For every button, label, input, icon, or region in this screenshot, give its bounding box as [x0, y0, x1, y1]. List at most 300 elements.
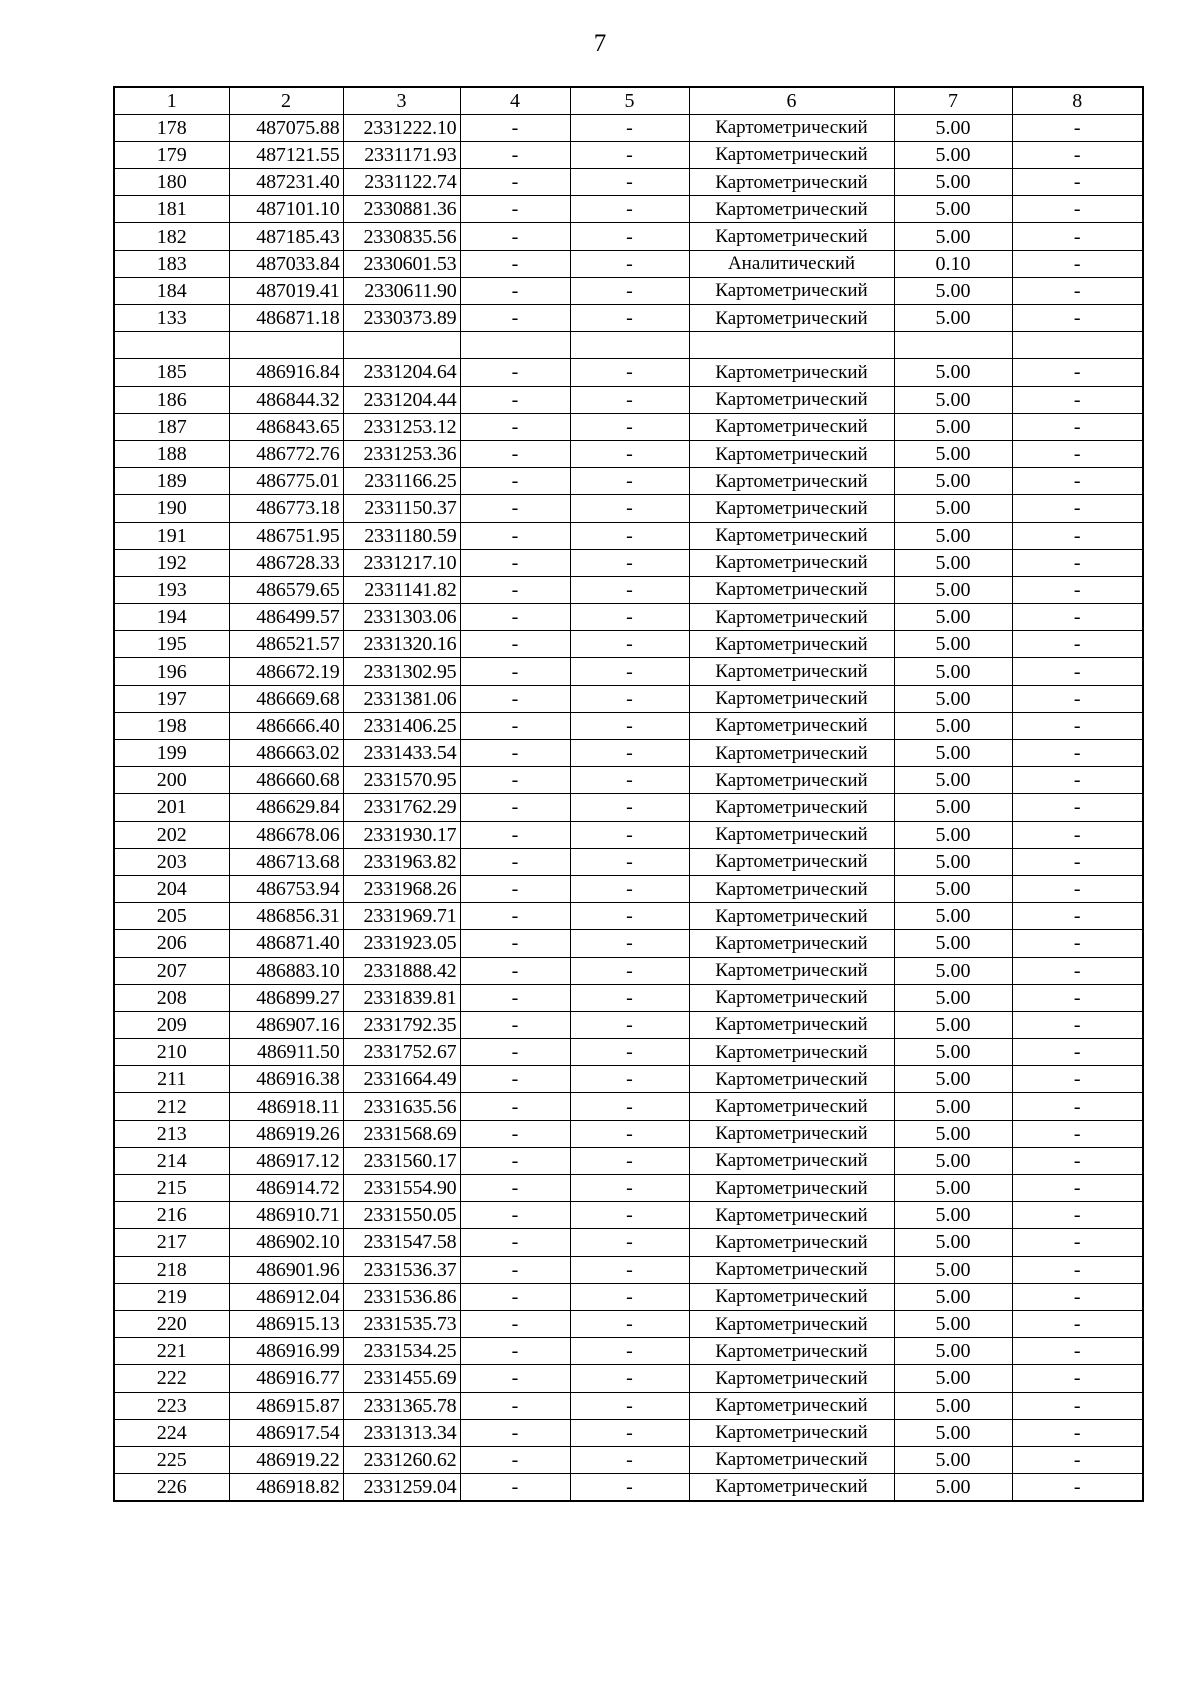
x-coordinate-cell: 486772.76: [229, 440, 343, 467]
method-cell: Картометрический: [689, 1175, 894, 1202]
method-cell: Картометрический: [689, 305, 894, 332]
column-header-1: 1: [114, 87, 229, 114]
col-4-cell: -: [460, 604, 570, 631]
coordinates-table: [113, 86, 1144, 1502]
y-coordinate-cell: 2331536.37: [343, 1256, 460, 1283]
x-coordinate-cell: 486911.50: [229, 1039, 343, 1066]
table-row: [114, 794, 1143, 821]
point-number-cell: 216: [114, 1202, 229, 1229]
accuracy-cell: 5.00: [894, 1338, 1012, 1365]
accuracy-cell: 5.00: [894, 821, 1012, 848]
x-coordinate-cell: 486918.82: [229, 1474, 343, 1501]
y-coordinate-cell: 2331313.34: [343, 1419, 460, 1446]
point-number-cell: 225: [114, 1446, 229, 1473]
accuracy-cell: 5.00: [894, 903, 1012, 930]
table-row: [114, 658, 1143, 685]
accuracy-cell: 5.00: [894, 740, 1012, 767]
accuracy-cell: 5.00: [894, 1229, 1012, 1256]
accuracy-cell: 5.00: [894, 196, 1012, 223]
accuracy-cell: 5.00: [894, 1202, 1012, 1229]
y-coordinate-cell: 2331222.10: [343, 114, 460, 141]
col-4-cell: -: [460, 1039, 570, 1066]
accuracy-cell: 5.00: [894, 1392, 1012, 1419]
x-coordinate-cell: 486775.01: [229, 468, 343, 495]
col-5-cell: -: [570, 1175, 689, 1202]
col-4-cell: -: [460, 685, 570, 712]
col-4-cell: -: [460, 1120, 570, 1147]
accuracy-cell: 5.00: [894, 223, 1012, 250]
col-4-cell: -: [460, 903, 570, 930]
x-coordinate-cell: 486660.68: [229, 767, 343, 794]
col-5-cell: -: [570, 413, 689, 440]
x-coordinate-cell: 486910.71: [229, 1202, 343, 1229]
y-coordinate-cell: 2331204.44: [343, 386, 460, 413]
y-coordinate-cell: 2331968.26: [343, 875, 460, 902]
y-coordinate-cell: 2331839.81: [343, 984, 460, 1011]
col-4-cell: -: [460, 1310, 570, 1337]
col-8-cell: [1012, 332, 1143, 359]
method-cell: Картометрический: [689, 1474, 894, 1501]
y-coordinate-cell: 2331963.82: [343, 848, 460, 875]
col-5-cell: -: [570, 141, 689, 168]
accuracy-cell: 5.00: [894, 359, 1012, 386]
method-cell: Картометрический: [689, 1365, 894, 1392]
method-cell: Картометрический: [689, 196, 894, 223]
y-coordinate-cell: 2331664.49: [343, 1066, 460, 1093]
table-row: [114, 712, 1143, 739]
point-number-cell: 187: [114, 413, 229, 440]
method-cell: Картометрический: [689, 223, 894, 250]
point-number-cell: 181: [114, 196, 229, 223]
col-4-cell: -: [460, 1283, 570, 1310]
table-row: [114, 875, 1143, 902]
point-number-cell: 206: [114, 930, 229, 957]
col-4-cell: -: [460, 875, 570, 902]
y-coordinate-cell: 2331554.90: [343, 1175, 460, 1202]
col-8-cell: -: [1012, 1338, 1143, 1365]
point-number-cell: 179: [114, 141, 229, 168]
col-8-cell: -: [1012, 305, 1143, 332]
col-8-cell: -: [1012, 848, 1143, 875]
y-coordinate-cell: 2330835.56: [343, 223, 460, 250]
x-coordinate-cell: [229, 332, 343, 359]
col-8-cell: -: [1012, 794, 1143, 821]
accuracy-cell: 5.00: [894, 1256, 1012, 1283]
y-coordinate-cell: 2331433.54: [343, 740, 460, 767]
x-coordinate-cell: 486856.31: [229, 903, 343, 930]
table-row: [114, 821, 1143, 848]
table-row: [114, 277, 1143, 304]
table-row: [114, 1202, 1143, 1229]
col-8-cell: -: [1012, 250, 1143, 277]
x-coordinate-cell: 486915.13: [229, 1310, 343, 1337]
col-5-cell: -: [570, 440, 689, 467]
method-cell: Картометрический: [689, 522, 894, 549]
col-4-cell: -: [460, 1256, 570, 1283]
col-5-cell: -: [570, 658, 689, 685]
x-coordinate-cell: 486672.19: [229, 658, 343, 685]
col-4-cell: -: [460, 1229, 570, 1256]
table-row: [114, 1066, 1143, 1093]
x-coordinate-cell: 487033.84: [229, 250, 343, 277]
x-coordinate-cell: 486919.26: [229, 1120, 343, 1147]
y-coordinate-cell: 2331570.95: [343, 767, 460, 794]
method-cell: Картометрический: [689, 141, 894, 168]
col-5-cell: -: [570, 984, 689, 1011]
table-row: [114, 440, 1143, 467]
y-coordinate-cell: 2331969.71: [343, 903, 460, 930]
table-row: [114, 1446, 1143, 1473]
accuracy-cell: 5.00: [894, 440, 1012, 467]
table-row: [114, 685, 1143, 712]
method-cell: Картометрический: [689, 277, 894, 304]
method-cell: Картометрический: [689, 1419, 894, 1446]
y-coordinate-cell: 2330373.89: [343, 305, 460, 332]
col-5-cell: -: [570, 359, 689, 386]
table-row: [114, 1256, 1143, 1283]
col-5-cell: -: [570, 631, 689, 658]
y-coordinate-cell: 2331381.06: [343, 685, 460, 712]
accuracy-cell: 5.00: [894, 1011, 1012, 1038]
table-row: [114, 604, 1143, 631]
col-5-cell: -: [570, 1419, 689, 1446]
point-number-cell: 201: [114, 794, 229, 821]
col-4-cell: -: [460, 495, 570, 522]
x-coordinate-cell: 486629.84: [229, 794, 343, 821]
point-number-cell: 199: [114, 740, 229, 767]
y-coordinate-cell: 2331303.06: [343, 604, 460, 631]
col-4-cell: -: [460, 359, 570, 386]
col-4-cell: -: [460, 386, 570, 413]
y-coordinate-cell: 2331253.36: [343, 440, 460, 467]
y-coordinate-cell: 2331320.16: [343, 631, 460, 658]
col-8-cell: -: [1012, 821, 1143, 848]
col-5-cell: -: [570, 1283, 689, 1310]
x-coordinate-cell: 486753.94: [229, 875, 343, 902]
column-header-2: 2: [229, 87, 343, 114]
col-8-cell: -: [1012, 957, 1143, 984]
point-number-cell: 193: [114, 576, 229, 603]
method-cell: Картометрический: [689, 1093, 894, 1120]
table-row: [114, 468, 1143, 495]
x-coordinate-cell: 486678.06: [229, 821, 343, 848]
column-header-4: 4: [460, 87, 570, 114]
method-cell: Картометрический: [689, 359, 894, 386]
col-5-cell: -: [570, 1093, 689, 1120]
table-row: [114, 903, 1143, 930]
method-cell: Картометрический: [689, 848, 894, 875]
col-5-cell: -: [570, 114, 689, 141]
col-5-cell: [570, 332, 689, 359]
accuracy-cell: 5.00: [894, 1419, 1012, 1446]
point-number-cell: 211: [114, 1066, 229, 1093]
accuracy-cell: 5.00: [894, 794, 1012, 821]
point-number-cell: 220: [114, 1310, 229, 1337]
col-8-cell: -: [1012, 1229, 1143, 1256]
accuracy-cell: 5.00: [894, 767, 1012, 794]
col-5-cell: -: [570, 223, 689, 250]
x-coordinate-cell: 486916.99: [229, 1338, 343, 1365]
accuracy-cell: 5.00: [894, 1310, 1012, 1337]
y-coordinate-cell: 2331792.35: [343, 1011, 460, 1038]
point-number-cell: 190: [114, 495, 229, 522]
table-row: [114, 1365, 1143, 1392]
x-coordinate-cell: 486916.38: [229, 1066, 343, 1093]
table-row: [114, 169, 1143, 196]
x-coordinate-cell: 487121.55: [229, 141, 343, 168]
accuracy-cell: 5.00: [894, 386, 1012, 413]
accuracy-cell: 5.00: [894, 1365, 1012, 1392]
accuracy-cell: 5.00: [894, 1093, 1012, 1120]
y-coordinate-cell: [343, 332, 460, 359]
col-5-cell: -: [570, 685, 689, 712]
method-cell: Картометрический: [689, 1011, 894, 1038]
accuracy-cell: 5.00: [894, 277, 1012, 304]
col-4-cell: -: [460, 1446, 570, 1473]
col-5-cell: -: [570, 169, 689, 196]
x-coordinate-cell: 486916.77: [229, 1365, 343, 1392]
point-number-cell: 208: [114, 984, 229, 1011]
col-8-cell: -: [1012, 576, 1143, 603]
method-cell: Картометрический: [689, 685, 894, 712]
col-4-cell: -: [460, 712, 570, 739]
accuracy-cell: 5.00: [894, 576, 1012, 603]
col-8-cell: -: [1012, 169, 1143, 196]
method-cell: Картометрический: [689, 740, 894, 767]
table-row: [114, 576, 1143, 603]
accuracy-cell: 5.00: [894, 549, 1012, 576]
x-coordinate-cell: 486907.16: [229, 1011, 343, 1038]
accuracy-cell: 5.00: [894, 169, 1012, 196]
col-4-cell: -: [460, 440, 570, 467]
col-4-cell: -: [460, 1392, 570, 1419]
accuracy-cell: 5.00: [894, 658, 1012, 685]
y-coordinate-cell: 2331635.56: [343, 1093, 460, 1120]
point-number-cell: 221: [114, 1338, 229, 1365]
col-8-cell: -: [1012, 1256, 1143, 1283]
point-number-cell: 192: [114, 549, 229, 576]
y-coordinate-cell: 2331752.67: [343, 1039, 460, 1066]
x-coordinate-cell: 486871.40: [229, 930, 343, 957]
col-8-cell: -: [1012, 930, 1143, 957]
method-cell: Картометрический: [689, 1039, 894, 1066]
col-8-cell: -: [1012, 875, 1143, 902]
method-cell: Картометрический: [689, 957, 894, 984]
x-coordinate-cell: 487231.40: [229, 169, 343, 196]
col-4-cell: -: [460, 767, 570, 794]
method-cell: Картометрический: [689, 468, 894, 495]
col-8-cell: -: [1012, 141, 1143, 168]
col-4-cell: -: [460, 223, 570, 250]
col-4-cell: -: [460, 631, 570, 658]
col-8-cell: -: [1012, 1392, 1143, 1419]
accuracy-cell: 5.00: [894, 1147, 1012, 1174]
table-row: [114, 495, 1143, 522]
x-coordinate-cell: 486669.68: [229, 685, 343, 712]
point-number-cell: 203: [114, 848, 229, 875]
x-coordinate-cell: 486901.96: [229, 1256, 343, 1283]
table-row: [114, 413, 1143, 440]
accuracy-cell: 5.00: [894, 1039, 1012, 1066]
col-5-cell: -: [570, 1446, 689, 1473]
table-row: [114, 305, 1143, 332]
point-number-cell: 185: [114, 359, 229, 386]
method-cell: Картометрический: [689, 440, 894, 467]
accuracy-cell: 5.00: [894, 712, 1012, 739]
y-coordinate-cell: 2331166.25: [343, 468, 460, 495]
point-number-cell: 183: [114, 250, 229, 277]
table-row: [114, 1310, 1143, 1337]
table-row: [114, 848, 1143, 875]
table-row: [114, 250, 1143, 277]
y-coordinate-cell: 2331260.62: [343, 1446, 460, 1473]
accuracy-cell: [894, 332, 1012, 359]
col-4-cell: -: [460, 1202, 570, 1229]
point-number-cell: 223: [114, 1392, 229, 1419]
method-cell: Картометрический: [689, 903, 894, 930]
x-coordinate-cell: 486773.18: [229, 495, 343, 522]
table-row: [114, 740, 1143, 767]
table-row: [114, 767, 1143, 794]
col-8-cell: -: [1012, 740, 1143, 767]
x-coordinate-cell: 486666.40: [229, 712, 343, 739]
col-5-cell: -: [570, 386, 689, 413]
col-8-cell: -: [1012, 413, 1143, 440]
page-number: 7: [593, 30, 607, 57]
y-coordinate-cell: 2331180.59: [343, 522, 460, 549]
col-8-cell: -: [1012, 440, 1143, 467]
table-row: [114, 196, 1143, 223]
table-row: [114, 1120, 1143, 1147]
table-row: [114, 1283, 1143, 1310]
accuracy-cell: 5.00: [894, 1283, 1012, 1310]
col-4-cell: -: [460, 196, 570, 223]
x-coordinate-cell: 486917.54: [229, 1419, 343, 1446]
col-5-cell: -: [570, 1011, 689, 1038]
col-5-cell: -: [570, 522, 689, 549]
accuracy-cell: 5.00: [894, 875, 1012, 902]
col-5-cell: -: [570, 549, 689, 576]
method-cell: Картометрический: [689, 549, 894, 576]
method-cell: Аналитический: [689, 250, 894, 277]
x-coordinate-cell: 486499.57: [229, 604, 343, 631]
col-4-cell: -: [460, 305, 570, 332]
method-cell: Картометрический: [689, 1310, 894, 1337]
table-row: [114, 1474, 1143, 1501]
col-8-cell: -: [1012, 495, 1143, 522]
y-coordinate-cell: 2331568.69: [343, 1120, 460, 1147]
point-number-cell: 214: [114, 1147, 229, 1174]
method-cell: Картометрический: [689, 712, 894, 739]
x-coordinate-cell: 486915.87: [229, 1392, 343, 1419]
y-coordinate-cell: 2331550.05: [343, 1202, 460, 1229]
col-8-cell: -: [1012, 1365, 1143, 1392]
col-4-cell: -: [460, 1066, 570, 1093]
x-coordinate-cell: 486917.12: [229, 1147, 343, 1174]
col-4-cell: -: [460, 1147, 570, 1174]
point-number-cell: 178: [114, 114, 229, 141]
x-coordinate-cell: 486914.72: [229, 1175, 343, 1202]
col-5-cell: -: [570, 1039, 689, 1066]
col-8-cell: -: [1012, 1283, 1143, 1310]
accuracy-cell: 5.00: [894, 957, 1012, 984]
accuracy-cell: 5.00: [894, 141, 1012, 168]
point-number-cell: 218: [114, 1256, 229, 1283]
x-coordinate-cell: 486918.11: [229, 1093, 343, 1120]
table-row: [114, 1419, 1143, 1446]
point-number-cell: 195: [114, 631, 229, 658]
col-8-cell: -: [1012, 114, 1143, 141]
col-8-cell: -: [1012, 767, 1143, 794]
x-coordinate-cell: 486916.84: [229, 359, 343, 386]
col-4-cell: -: [460, 169, 570, 196]
x-coordinate-cell: 486579.65: [229, 576, 343, 603]
x-coordinate-cell: 486844.32: [229, 386, 343, 413]
table-row: [114, 522, 1143, 549]
point-number-cell: 184: [114, 277, 229, 304]
col-8-cell: -: [1012, 223, 1143, 250]
col-8-cell: -: [1012, 1093, 1143, 1120]
col-5-cell: -: [570, 875, 689, 902]
x-coordinate-cell: 486902.10: [229, 1229, 343, 1256]
table-row: [114, 223, 1143, 250]
col-4-cell: -: [460, 1011, 570, 1038]
col-8-cell: -: [1012, 984, 1143, 1011]
col-5-cell: -: [570, 1066, 689, 1093]
y-coordinate-cell: 2331534.25: [343, 1338, 460, 1365]
col-4-cell: -: [460, 114, 570, 141]
point-number-cell: [114, 332, 229, 359]
method-cell: Картометрический: [689, 767, 894, 794]
table-row: [114, 1147, 1143, 1174]
col-5-cell: -: [570, 1229, 689, 1256]
method-cell: Картометрический: [689, 1066, 894, 1093]
col-8-cell: -: [1012, 277, 1143, 304]
col-5-cell: -: [570, 1365, 689, 1392]
table-row: [114, 957, 1143, 984]
y-coordinate-cell: 2331535.73: [343, 1310, 460, 1337]
col-8-cell: -: [1012, 386, 1143, 413]
col-5-cell: -: [570, 794, 689, 821]
column-header-5: 5: [570, 87, 689, 114]
point-number-cell: 205: [114, 903, 229, 930]
col-5-cell: -: [570, 1256, 689, 1283]
accuracy-cell: 5.00: [894, 930, 1012, 957]
col-4-cell: -: [460, 1474, 570, 1501]
table-row: [114, 930, 1143, 957]
col-5-cell: -: [570, 495, 689, 522]
method-cell: Картометрический: [689, 930, 894, 957]
col-4-cell: -: [460, 984, 570, 1011]
col-4-cell: -: [460, 957, 570, 984]
col-4-cell: -: [460, 658, 570, 685]
x-coordinate-cell: 487075.88: [229, 114, 343, 141]
y-coordinate-cell: 2331302.95: [343, 658, 460, 685]
method-cell: Картометрический: [689, 1338, 894, 1365]
x-coordinate-cell: 486919.22: [229, 1446, 343, 1473]
method-cell: Картометрический: [689, 1147, 894, 1174]
method-cell: Картометрический: [689, 413, 894, 440]
col-8-cell: -: [1012, 903, 1143, 930]
table-body: [114, 114, 1143, 1501]
method-cell: Картометрический: [689, 604, 894, 631]
x-coordinate-cell: 486912.04: [229, 1283, 343, 1310]
x-coordinate-cell: 486883.10: [229, 957, 343, 984]
point-number-cell: 213: [114, 1120, 229, 1147]
col-8-cell: -: [1012, 685, 1143, 712]
accuracy-cell: 5.00: [894, 522, 1012, 549]
y-coordinate-cell: 2331536.86: [343, 1283, 460, 1310]
